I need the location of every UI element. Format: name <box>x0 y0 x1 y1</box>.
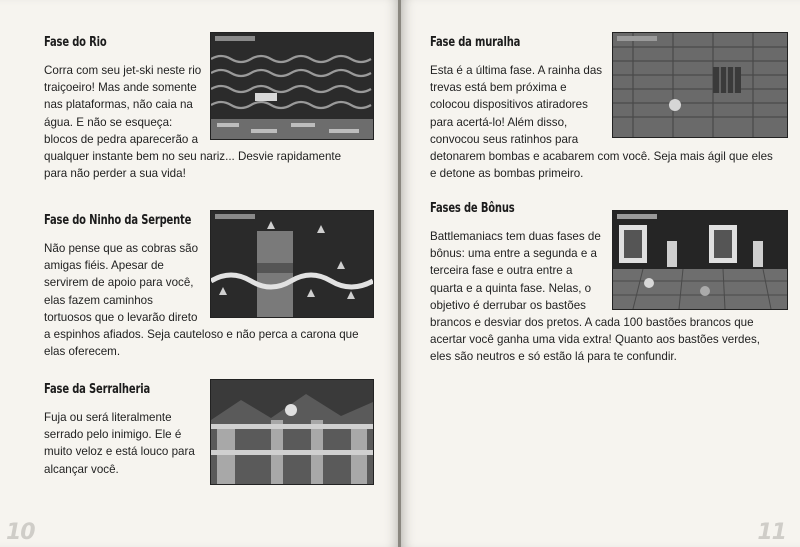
page-number: 10 <box>6 520 35 545</box>
section-text: Não pense que as cobras são amigas fiéis. Apesar de servirem de apoio para você, elas fazem caminhos tortuosos que o levarão direto a espinhos afiados. Seja cauteloso e não perca a carona que elas oferecem. <box>44 242 359 359</box>
section-title: Fases de Bônus <box>430 200 515 216</box>
screenshot-river-stage <box>210 32 374 140</box>
screenshot-wall-stage <box>612 32 788 138</box>
section-bonus <box>430 200 780 366</box>
section-text: Corra com seu jet-ski neste rio traiçoeiro! Mas ande somente nas plataformas, não caia na água. E não se esqueça: blocos de pedra aparecerão a qualquer instante bem no seu nariz... Desvie rapidamente para não perder a sua vida! <box>44 64 342 181</box>
section-title: Fase do Rio <box>44 34 107 50</box>
section-text: Fuja ou será literalmente serrado pelo inimigo. Ele é muito veloz e está louco para alcançar você. <box>44 411 195 476</box>
section-text: Battlemaniacs tem duas fases de bônus: uma entre a segunda e a terceira fase e outra entre a quarta e a quinta fase. Nelas, o objetivo é derrubar os bastões brancos e desviar dos pretos. A cada 100 bastões brancos que acertar você ganha uma vida extra! Quanto aos bastões verdes, eles são neutros e só estão lá para te confundir. <box>430 230 760 364</box>
section-sawmill <box>44 381 366 489</box>
screenshot-serpent-stage <box>210 210 374 318</box>
screenshot-sawmill-stage <box>210 379 374 485</box>
right-page <box>401 0 800 547</box>
section-serpent-nest <box>44 212 366 360</box>
section-title: Fase da muralha <box>430 34 521 50</box>
section-river <box>44 34 366 182</box>
section-text: Esta é a última fase. A rainha das trevas está bem próxima e colocou dispositivos atiradores para acertá-lo! Além disso, convocou seus ratinhos para detonarem bombas e acabarem com você. Seja mais ágil que eles e detone as bombas primeiro. <box>430 64 773 181</box>
screenshot-bonus-stage <box>612 210 788 310</box>
left-page <box>0 0 399 547</box>
section-wall <box>430 34 780 182</box>
section-title: Fase da Serralheria <box>44 381 151 397</box>
section-title: Fase do Ninho da Serpente <box>44 212 192 228</box>
page-number: 11 <box>757 520 786 545</box>
